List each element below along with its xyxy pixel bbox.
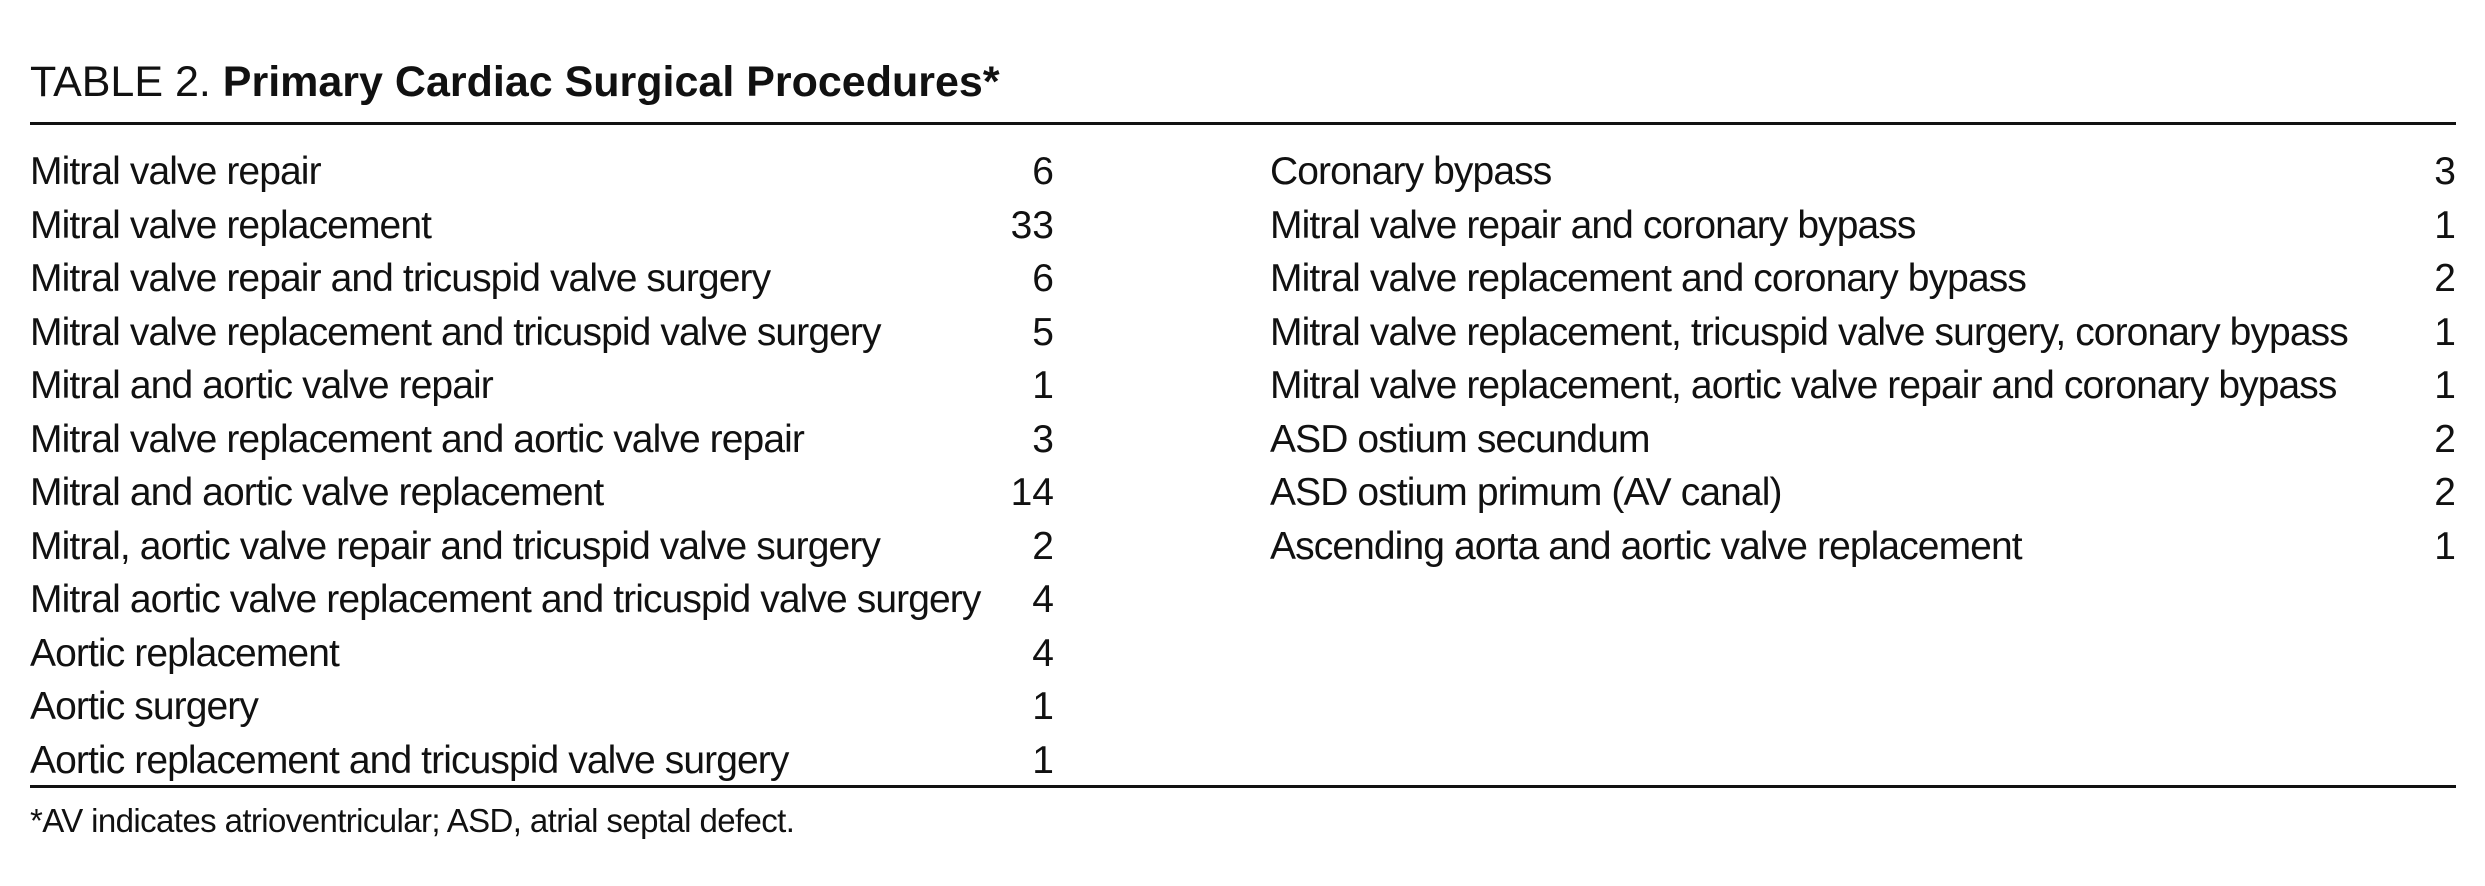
table-row xyxy=(30,627,1054,681)
table-row xyxy=(30,252,1054,306)
right-column xyxy=(1270,145,2456,573)
procedure-name: Mitral valve repair xyxy=(30,150,321,193)
table-row xyxy=(1270,199,2456,253)
table-row xyxy=(1270,413,2456,467)
table-row xyxy=(30,413,1054,467)
procedure-name: Mitral valve replacement, tricuspid valve surgery, coronary bypass xyxy=(1270,310,2348,354)
procedure-count: 1 xyxy=(1032,738,1054,782)
procedure-count: 1 xyxy=(2434,524,2456,568)
procedure-count: 1 xyxy=(1032,685,1054,728)
procedure-name: Mitral valve replacement and aortic valve repair xyxy=(30,417,804,461)
left-column xyxy=(30,145,1054,787)
procedure-count: 3 xyxy=(2434,150,2456,193)
table-footnote: *AV indicates atrioventricular; ASD, atrial septal defect. xyxy=(30,802,795,839)
procedure-name: Mitral aortic valve replacement and tricuspid valve surgery xyxy=(30,578,981,621)
procedure-count: 4 xyxy=(1032,631,1054,675)
table-caption xyxy=(30,52,2456,122)
procedure-name: Mitral and aortic valve replacement xyxy=(30,471,604,514)
procedure-count: 2 xyxy=(2434,257,2456,300)
procedure-name: Ascending aorta and aortic valve replacement xyxy=(1270,524,2022,568)
procedure-name: Aortic surgery xyxy=(30,685,258,728)
table-row xyxy=(30,734,1054,788)
procedure-name: Mitral valve replacement, aortic valve repair and coronary bypass xyxy=(1270,364,2337,407)
table-row xyxy=(1270,145,2456,199)
table-row xyxy=(30,520,1054,574)
procedure-count: 2 xyxy=(2434,417,2456,461)
table-row xyxy=(1270,359,2456,413)
procedure-name: Mitral valve replacement xyxy=(30,203,432,247)
procedure-count: 3 xyxy=(1032,417,1054,461)
table-row xyxy=(30,466,1054,520)
procedures-table xyxy=(30,52,2456,846)
table-row xyxy=(30,680,1054,734)
procedure-count: 1 xyxy=(2434,310,2456,354)
procedure-count: 1 xyxy=(2434,203,2456,247)
procedure-count: 6 xyxy=(1032,257,1054,300)
procedure-name: Mitral and aortic valve repair xyxy=(30,364,493,407)
procedure-name: Aortic replacement xyxy=(30,631,339,675)
table-row xyxy=(1270,466,2456,520)
table-row xyxy=(30,306,1054,360)
table-row xyxy=(30,145,1054,199)
procedure-name: Mitral, aortic valve repair and tricuspid valve surgery xyxy=(30,524,881,568)
procedure-count: 1 xyxy=(1032,364,1054,407)
procedure-count: 6 xyxy=(1032,150,1054,193)
procedure-name: Aortic replacement and tricuspid valve surgery xyxy=(30,738,789,782)
table-body xyxy=(30,125,2456,785)
procedure-count: 2 xyxy=(2434,471,2456,514)
procedure-name: Coronary bypass xyxy=(1270,150,1552,193)
table-row xyxy=(1270,520,2456,574)
procedure-name: Mitral valve replacement and coronary bypass xyxy=(1270,257,2026,300)
procedure-name: Mitral valve replacement and tricuspid valve surgery xyxy=(30,310,881,354)
procedure-count: 5 xyxy=(1032,310,1054,354)
procedure-count: 2 xyxy=(1032,524,1054,568)
table-row xyxy=(30,573,1054,627)
procedure-name: ASD ostium secundum xyxy=(1270,417,1650,461)
table-row xyxy=(30,359,1054,413)
procedure-name: Mitral valve repair and coronary bypass xyxy=(1270,203,1916,247)
procedure-name: ASD ostium primum (AV canal) xyxy=(1270,471,1782,514)
procedure-count: 14 xyxy=(1010,471,1054,514)
table-row xyxy=(1270,252,2456,306)
procedure-count: 33 xyxy=(1010,203,1054,247)
table-number: TABLE 2. xyxy=(30,58,211,106)
table-title: Primary Cardiac Surgical Procedures* xyxy=(222,58,1000,106)
table-row xyxy=(30,199,1054,253)
procedure-count: 1 xyxy=(2434,364,2456,407)
procedure-name: Mitral valve repair and tricuspid valve surgery xyxy=(30,257,771,300)
table-row xyxy=(1270,306,2456,360)
procedure-count: 4 xyxy=(1032,578,1054,621)
